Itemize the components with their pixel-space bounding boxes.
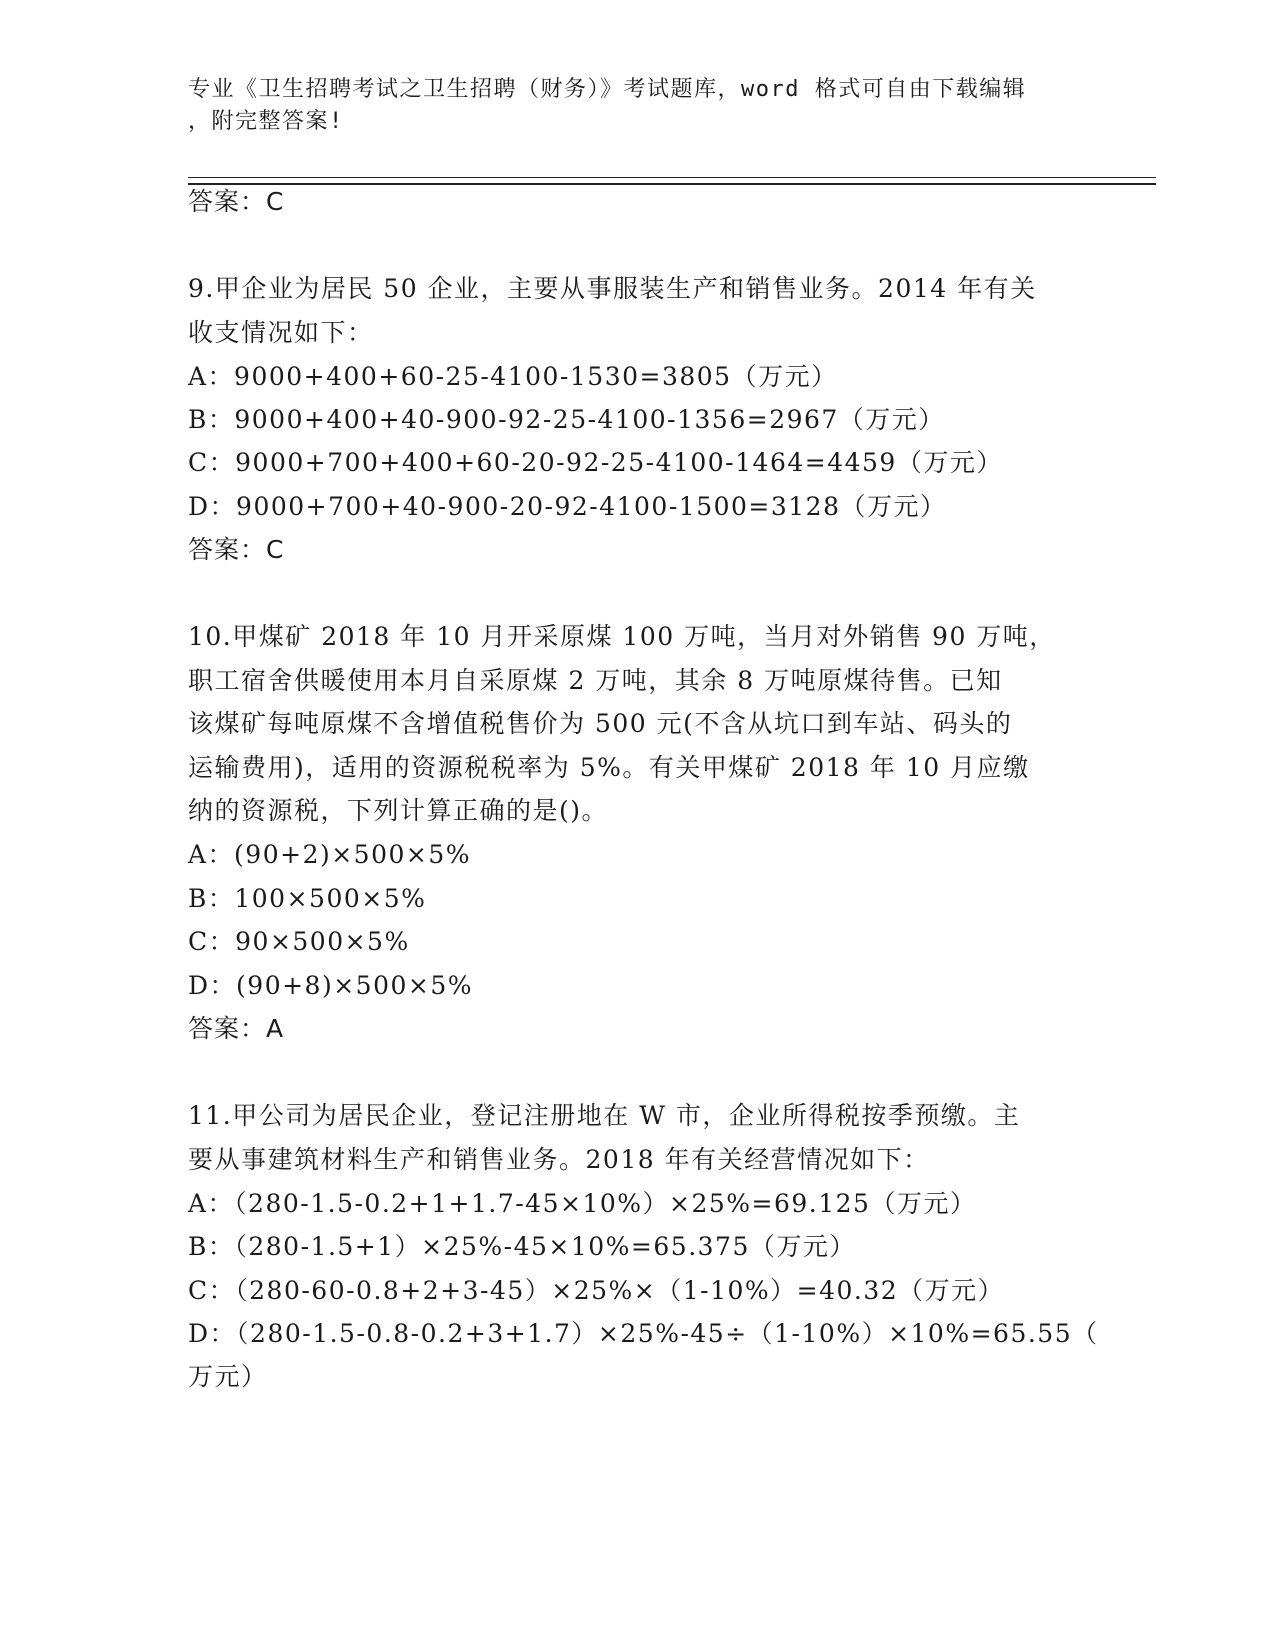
header-line-1: 专业《卫生招聘考试之卫生招聘（财务）》考试题库，word 格式可自由下载编辑 [188,77,1027,102]
question-9-option-b: B：9000+400+40-900-92-25-4100-1356=2967（万元） [188,405,945,434]
question-10-answer: 答案：A [188,1014,285,1043]
question-10-option-a: A：(90+2)×500×5% [188,840,471,869]
question-11-option-b: B：（280-1.5+1）×25%-45×10%=65.375（万元） [188,1232,856,1261]
question-9-option-a: A：9000+400+60-25-4100-1530=3805（万元） [188,362,838,391]
question-9-stem-line-1: 9.甲企业为居民 50 企业，主要从事服装生产和销售业务。2014 年有关 [188,274,1037,303]
question-11-option-a: A：（280-1.5-0.2+1+1.7-45×10%）×25%=69.125（万元） [188,1189,977,1218]
question-10-option-b: B：100×500×5% [188,884,427,913]
question-10-stem-line-3: 该煤矿每吨原煤不含增值税售价为 500 元(不含从坑口到车站、码头的 [188,709,1013,738]
question-10-option-c: C：90×500×5% [188,927,410,956]
question-10-stem-line-1: 10.甲煤矿 2018 年 10 月开采原煤 100 万吨，当月对外销售 90 万吨， [188,622,1056,651]
question-11-option-d-line-2: 万元） [188,1362,268,1391]
question-10-stem-line-2: 职工宿舍供暖使用本月自采原煤 2 万吨，其余 8 万吨原煤待售。已知 [188,666,1003,695]
document-header [188,74,1088,138]
question-11-option-d-line-1: D：（280-1.5-0.8-0.2+3+1.7）×25%-45÷（1-10%）×10%=65.55（ [188,1319,1099,1348]
answer-label: 答案：C [188,187,285,216]
question-9-option-c: C：9000+700+400+60-20-92-25-4100-1464=4459（万元） [188,448,1003,477]
question-10-stem-line-5: 纳的资源税，下列计算正确的是()。 [188,796,609,825]
question-9-answer: 答案：C [188,535,285,564]
question-11-stem-line-1: 11.甲公司为居民企业，登记注册地在 W 市，企业所得税按季预缴。主 [188,1101,1021,1130]
question-11-option-c: C：（280-60-0.8+2+3-45）×25%×（1-10%）=40.32（万元） [188,1276,1005,1305]
question-10-option-d: D：(90+8)×500×5% [188,971,473,1000]
header-line-2: ，附完整答案! [188,109,344,134]
header-divider [188,177,1156,185]
question-9-option-d: D：9000+700+40-900-20-92-4100-1500=3128（万元） [188,492,947,521]
question-10-stem-line-4: 运输费用)，适用的资源税税率为 5%。有关甲煤矿 2018 年 10 月应缴 [188,753,1030,782]
question-11-stem-line-2: 要从事建筑材料生产和销售业务。2018 年有关经营情况如下： [188,1145,930,1174]
question-9-stem-line-2: 收支情况如下： [188,318,374,347]
